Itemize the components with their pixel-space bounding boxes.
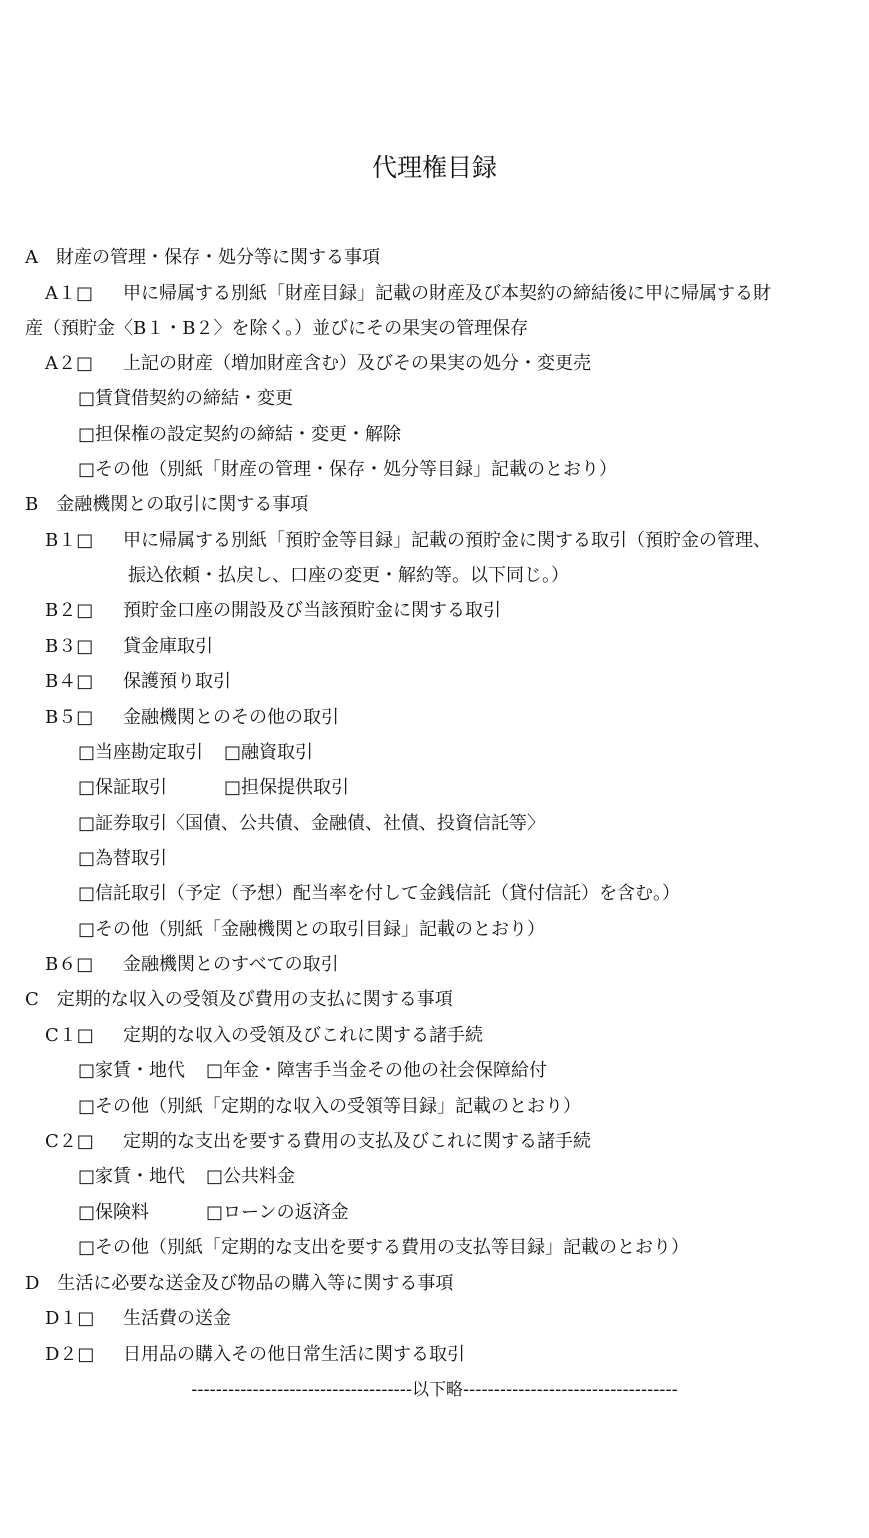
item-b2-code: B２□ [45,600,94,621]
item-b1-code: B１□ [45,530,94,551]
b5-sub-other: □その他（別紙「金融機関との取引目録」記載のとおり） [78,919,546,940]
page-title: 代理権目録 [371,153,497,182]
b5-sub-current-account: □当座勘定取引 [78,742,204,763]
section-b-heading: B 金融機関との取引に関する事項 [25,494,309,515]
section-a-heading: A 財産の管理・保存・処分等に関する事項 [25,247,380,268]
b5-row-2 [78,775,349,801]
item-a2-text: 上記の財産（増加財産含む）及びその果実の処分・変更売 [123,353,591,374]
c2-sub-rent: □家賃・地代 [78,1166,186,1187]
item-b3-text: 貸金庫取引 [123,636,213,657]
c2-sub-other: □その他（別紙「定期的な支出を要する費用の支払等目録」記載のとおり） [78,1237,690,1258]
item-b5 [45,705,339,731]
c1-row-1 [78,1058,547,1084]
item-a1-code: A１□ [45,283,94,304]
item-d2-text: 日用品の購入その他日常生活に関する取引 [123,1344,465,1365]
item-a1 [45,281,771,307]
c2-sub-utilities: □公共料金 [206,1166,296,1187]
c2-row-1 [78,1164,295,1190]
section-d-heading: D 生活に必要な送金及び物品の購入等に関する事項 [25,1273,454,1294]
item-a1-text: 甲に帰属する別紙「財産目録」記載の財産及び本契約の締結後に甲に帰属する財 [123,283,771,304]
item-a2 [45,351,591,377]
c2-sub-loan-repayment: □ローンの返済金 [206,1202,349,1223]
b5-sub-securities: □証券取引〈国債、公共債、金融債、社債、投資信託等〉 [78,813,546,834]
a2-sub-other: □その他（別紙「財産の管理・保存・処分等目録」記載のとおり） [78,459,618,480]
b5-sub-guarantee: □保証取引 [78,777,168,798]
b5-sub-exchange: □為替取引 [78,848,168,869]
item-c1 [45,1023,483,1049]
b5-sub-loan: □融資取引 [224,742,314,763]
omitted-marker: ------------------------------------以下略----------------------------------- [191,1380,678,1400]
item-b4-code: B４□ [45,671,94,692]
c1-sub-rent: □家賃・地代 [78,1060,186,1081]
b5-sub-trust: □信託取引（予定（予想）配当率を付して金銭信託（貸付信託）を含む。） [78,883,681,904]
item-c2-code: C２□ [45,1131,94,1152]
item-b1-text: 甲に帰属する別紙「預貯金等目録」記載の預貯金に関する取引（預貯金の管理、 [123,530,771,551]
item-a1-continuation: 産（預貯金〈B１・B２〉を除く。）並びにその果実の管理保存 [25,318,529,339]
item-d2 [45,1342,465,1368]
a2-sub-security: □担保権の設定契約の締結・変更・解除 [78,424,402,445]
item-b1 [45,528,771,554]
c1-sub-other: □その他（別紙「定期的な収入の受領等目録」記載のとおり） [78,1096,582,1117]
item-b2-text: 預貯金口座の開設及び当該預貯金に関する取引 [123,600,501,621]
item-d2-code: D２□ [45,1344,95,1365]
item-b1-continuation: 振込依頼・払戻し、口座の変更・解約等。以下同じ。） [128,565,569,586]
c2-row-2 [78,1200,349,1226]
item-b4-text: 保護預り取引 [123,671,231,692]
c2-sub-insurance: □保険料 [78,1202,150,1223]
item-c1-code: C１□ [45,1025,94,1046]
b5-sub-collateral: □担保提供取引 [224,777,350,798]
item-b3-code: B３□ [45,636,94,657]
item-b4 [45,669,231,695]
item-b5-code: B５□ [45,707,94,728]
b5-row-1 [78,740,313,766]
item-c2-text: 定期的な支出を要する費用の支払及びこれに関する諸手続 [123,1131,591,1152]
a2-sub-lease: □賃貸借契約の締結・変更 [78,388,294,409]
item-b3 [45,634,213,660]
item-b5-text: 金融機関とのその他の取引 [123,707,339,728]
item-d1 [45,1306,231,1332]
item-d1-text: 生活費の送金 [123,1308,231,1329]
section-c-heading: C 定期的な収入の受領及び費用の支払に関する事項 [25,989,453,1010]
item-b6-text: 金融機関とのすべての取引 [123,954,339,975]
item-b6-code: B６□ [45,954,94,975]
item-b2 [45,598,501,624]
item-a2-code: A２□ [45,353,94,374]
item-c1-text: 定期的な収入の受領及びこれに関する諸手続 [123,1025,483,1046]
item-d1-code: D１□ [45,1308,95,1329]
c1-sub-pension: □年金・障害手当金その他の社会保障給付 [206,1060,548,1081]
item-b6 [45,952,339,978]
item-c2 [45,1129,591,1155]
